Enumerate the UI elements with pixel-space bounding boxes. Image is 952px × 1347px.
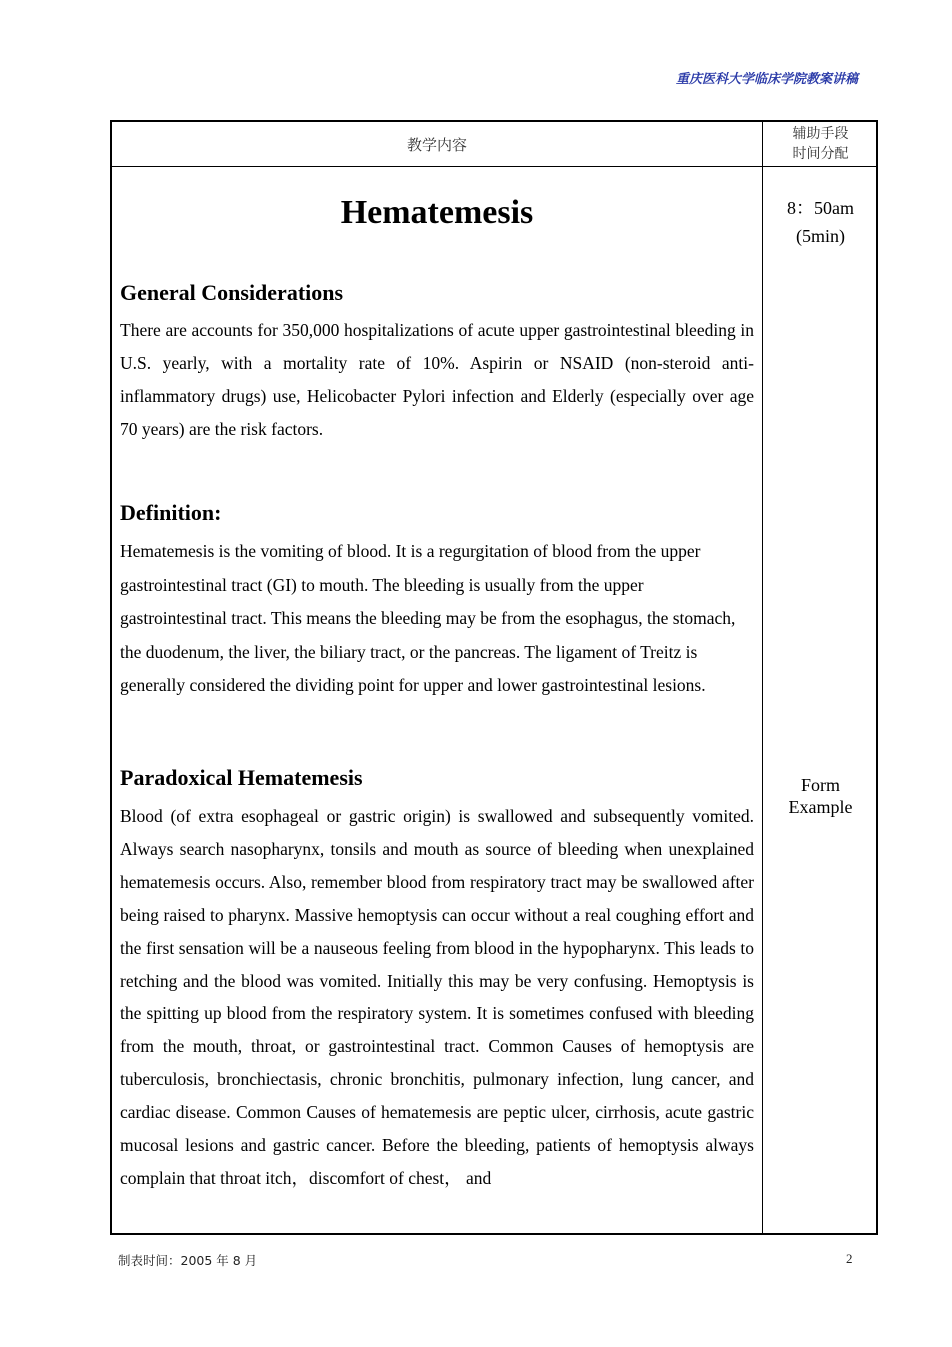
teaching-aid-note — [763, 774, 878, 818]
time-start: 8：50am — [787, 198, 854, 218]
main-column-header: 教学内容 — [406, 135, 467, 154]
section-body-general: There are accounts for 350,000 hospitalizations of acute upper gastrointestinal bleeding in U.S. yearly, with a mortality rate of 10%. Aspirin or NSAID (non-steroid anti-inflammatory drugs) use, Helicobacter Pylori infection and Elderly (especially over age 70 years) are the risk factors. — [120, 320, 754, 439]
column-divider — [762, 122, 763, 1233]
teaching-aid-line2: Example — [788, 797, 853, 817]
time-duration: (5min) — [796, 226, 845, 246]
section-heading-paradoxical: Paradoxical Hematemesis — [120, 765, 363, 790]
document-title: Hematemesis — [340, 194, 534, 231]
teaching-aid-line1: Form — [800, 775, 840, 795]
footer-date: 制表时间：2005 年 8 月 — [118, 1253, 258, 1268]
section-heading-general: General Considerations — [120, 280, 344, 305]
side-column-header — [763, 122, 878, 166]
section-body-paradoxical: Blood (of extra esophageal or gastric origin) is swallowed and subsequently vomited. Always search nasopharynx, tonsils and mouth as source of bleeding when unexplained hematemesis occurs. Also, remember blood from respiratory tract may be swallowed after being raised to pharynx. Massive hemoptysis can occur without a real coughing effort and the first sensation will be a nauseous feeling from blood in the hypopharynx. This leads to retching and the blood was vomited. Initially this may be very confusing. Hemoptysis is the spitting up blood from the respiratory system. It is sometimes confused with bleeding from the mouth, throat, or gastrointestinal tract. Common Causes of hemoptysis are tuberculosis, bronchiectasis, chronic bronchitis, pulmonary infection, lung cancer, and cardiac disease. Common Causes of hematemesis are peptic ulcer, cirrhosis, acute gastric mucosal lesions and gastric cancer. Before the bleeding, patients of hemoptysis always complain that throat itch，discomfort of chest， and — [120, 806, 754, 1188]
side-header-line1: 辅助手段 — [792, 126, 849, 142]
section-heading-definition: Definition: — [120, 500, 222, 525]
page-header-title: 重庆医科大学临床学院教案讲稿 — [675, 72, 858, 87]
side-header-line2: 时间分配 — [792, 146, 849, 162]
lesson-table — [110, 120, 878, 1235]
header-row-divider — [112, 166, 876, 167]
section-body-definition: Hematemesis is the vomiting of blood. It is a regurgitation of blood from the upper gastrointestinal tract (GI) to mouth. The bleeding is usually from the upper gastrointestinal tract. This means the bleeding may be from the esophagus, the stomach, the duodenum, the liver, the biliary tract, or the pancreas. The ligament of Treitz is generally considered the dividing point for upper and lower gastrointestinal lesions. — [120, 541, 736, 695]
time-allocation — [763, 194, 878, 250]
page-number: 2 — [846, 1251, 853, 1266]
